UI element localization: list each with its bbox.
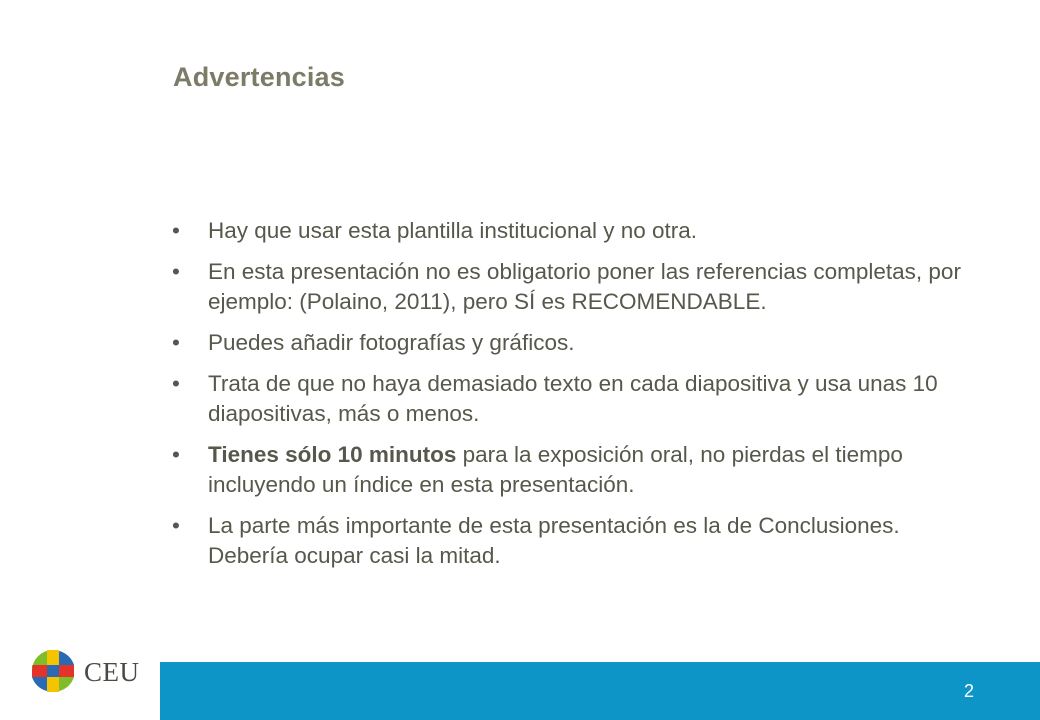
bullet-text: Puedes añadir fotografías y gráficos. (208, 330, 575, 355)
ceu-logo (30, 648, 155, 694)
slide-title: Advertencias (173, 62, 345, 92)
footer-bar (160, 662, 1040, 720)
bullet-marker: • (172, 513, 180, 538)
bullet-marker: • (172, 218, 180, 243)
logo-text: CEU (84, 657, 140, 687)
bullet-text: La parte más importante de esta presentación es la de Conclusiones. Debería ocupar casi la mitad. (208, 513, 900, 568)
bullet-item (172, 511, 972, 571)
bullet-item (172, 328, 972, 358)
bullet-marker: • (172, 330, 180, 355)
bullet-marker: • (172, 259, 180, 284)
bullet-item (172, 257, 972, 317)
bullet-text: Trata de que no haya demasiado texto en cada diapositiva y usa unas 10 diapositivas, más o menos. (208, 371, 938, 426)
bullet-text: En esta presentación no es obligatorio poner las referencias completas, por ejemplo: (Polaino, 2011), pero SÍ es RECOMENDABLE. (208, 259, 961, 314)
bullet-bold-text: Tienes sólo 10 minutos (208, 442, 457, 467)
bullet-list (172, 216, 972, 582)
bullet-item (172, 216, 972, 246)
bullet-marker: • (172, 442, 180, 467)
bullet-text: para la exposición oral, no pierdas el tiempo incluyendo un índice en esta presentación. (208, 442, 903, 497)
bullet-item (172, 369, 972, 429)
page-number: 2 (963, 681, 974, 701)
bullet-item (172, 440, 972, 500)
bullet-marker: • (172, 371, 180, 396)
bullet-text: Hay que usar esta plantilla institucional y no otra. (208, 218, 698, 243)
ceu-cross-logo-icon (30, 648, 76, 694)
